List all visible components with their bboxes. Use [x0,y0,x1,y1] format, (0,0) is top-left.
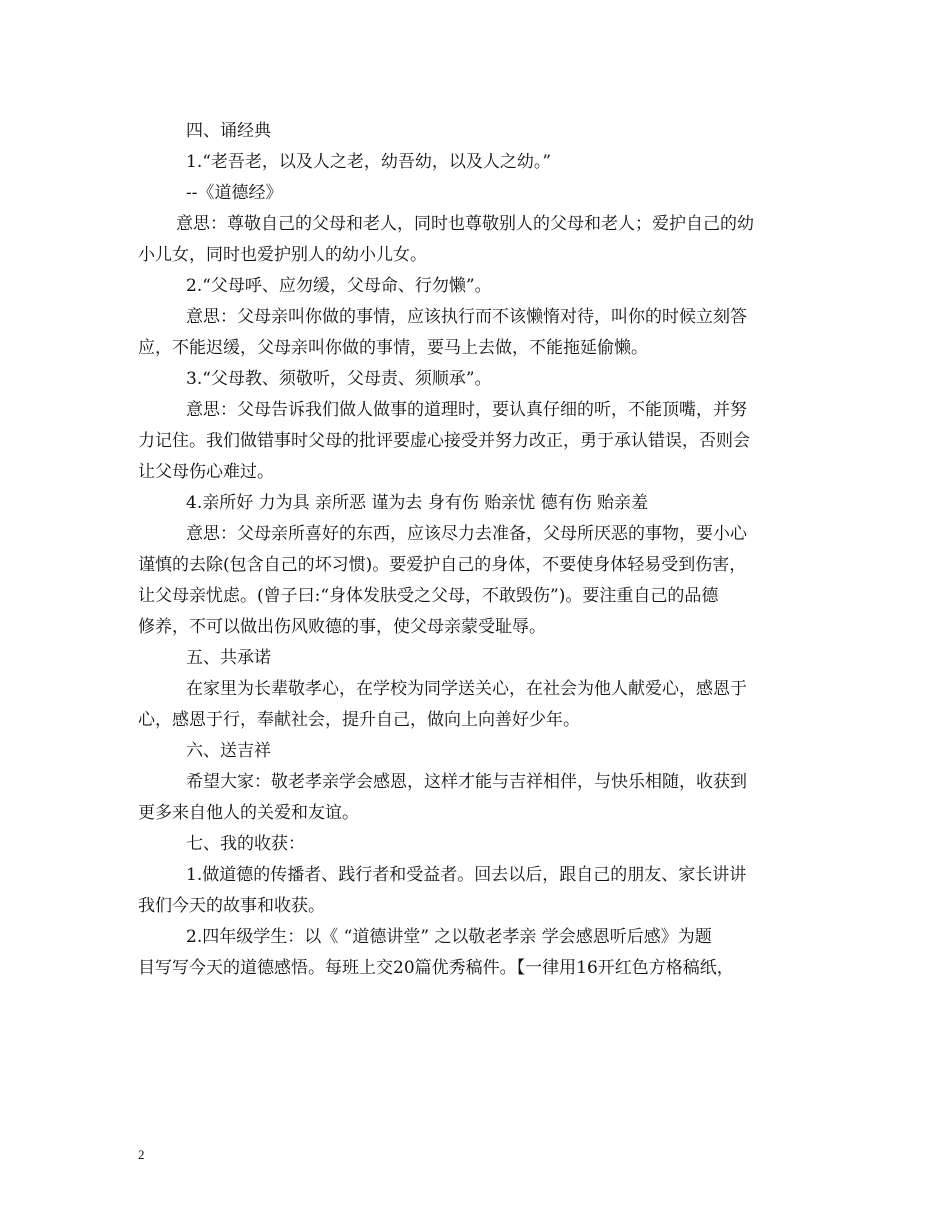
text-line: 应，不能迟缓，父母亲叫你做的事情，要马上去做，不能拖延偷懒。 [138,338,648,358]
text-line: 修养，不可以做出伤风败德的事，使父母亲蒙受耻辱。 [138,617,546,637]
text-line: 意思：父母亲所喜好的东西，应该尽力去准备，父母所厌恶的事物，要小心 [186,524,747,544]
text-line: 希望大家：敬老孝亲学会感恩，这样才能与吉祥相伴，与快乐相随，收获到 [186,772,747,792]
text-line: 意思：父母告诉我们做人做事的道理时，要认真仔细的听，不能顶嘴，并努 [186,400,747,420]
text-line: 1.做道德的传播者、践行者和受益者。回去以后，跟自己的朋友、家长讲讲 [186,865,747,885]
text-line: 五、共承诺 [186,648,271,668]
text-line: 2.四年级学生：以《 “道德讲堂” 之以敬老孝亲 学会感恩听后感》为题 [186,927,712,947]
text-line: 3.“父母教、须敬听，父母责、须顺承”。 [186,369,492,389]
text-line: 心，感恩于行，奉献社会，提升自己，做向上向善好少年。 [138,710,580,730]
text-line: 意思：尊敬自己的父母和老人，同时也尊敬别人的父母和老人；爱护自己的幼 [176,214,754,234]
text-line: 谨慎的去除(包含自己的坏习惯)。要爱护自己的身体，不要使身体轻易受到伤害， [138,555,747,575]
text-line: --《道德经》 [186,183,283,203]
document-body [138,116,818,984]
text-line: 小儿女，同时也爱护别人的幼小儿女。 [138,245,427,265]
text-line: 1.“老吾老，以及人之老，幼吾幼，以及人之幼。” [186,152,552,172]
text-line: 2.“父母呼、应勿缓，父母命、行勿懒”。 [186,276,492,296]
page-number: 2 [138,1147,145,1162]
text-line: 四、诵经典 [186,121,271,141]
text-line: 意思：父母亲叫你做的事情，应该执行而不该懒惰对待，叫你的时候立刻答 [186,307,747,327]
text-line: 我们今天的故事和收获。 [138,896,325,916]
text-line: 目写写今天的道德感悟。每班上交20篇优秀稿件。【一律用16开红色方格稿纸， [138,958,734,978]
text-line: 力记住。我们做错事时父母的批评要虚心接受并努力改正，勇于承认错误，否则会 [138,431,750,451]
text-line: 让父母亲忧虑。(曾子曰:“身体发肤受之父母，不敢毁伤”)。要注重自己的品德 [138,586,719,606]
text-line: 七、我的收获： [186,834,305,854]
text-line: 让父母伤心难过。 [138,462,274,482]
text-line: 更多来自他人的关爱和友谊。 [138,803,359,823]
text-line: 4.亲所好 力为具 亲所恶 谨为去 身有伤 贻亲忧 德有伤 贻亲羞 [186,493,649,513]
text-line: 在家里为长辈敬孝心，在学校为同学送关心，在社会为他人献爱心，感恩于 [186,679,747,699]
text-line: 六、送吉祥 [186,741,271,761]
